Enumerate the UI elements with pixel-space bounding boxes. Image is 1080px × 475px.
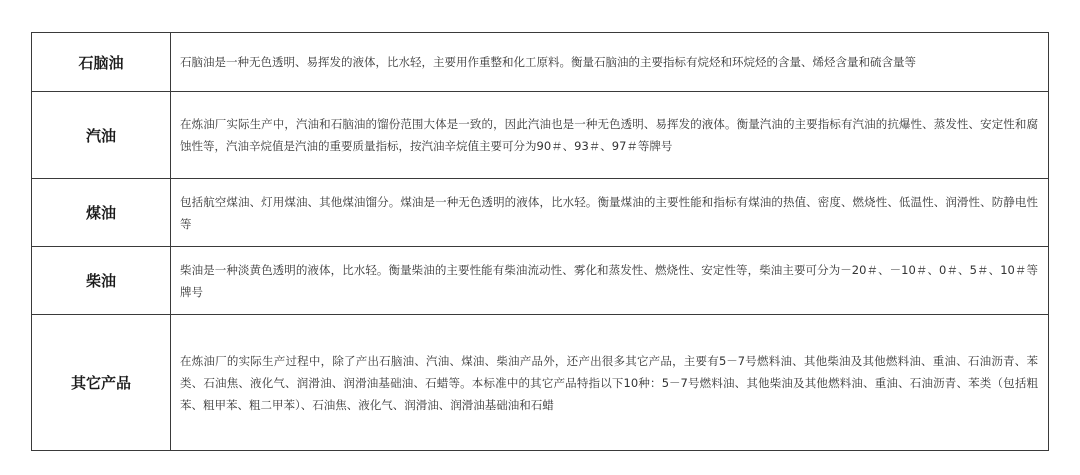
product-name: 其它产品	[32, 315, 171, 451]
table-row-other-products	[32, 315, 1049, 451]
table-row-diesel	[32, 247, 1049, 315]
product-name: 煤油	[32, 179, 171, 247]
product-name: 柴油	[32, 247, 171, 315]
product-name: 汽油	[32, 92, 171, 179]
table-row-kerosene	[32, 179, 1049, 247]
product-description: 包括航空煤油、灯用煤油、其他煤油馏分。煤油是一种无色透明的液体，比水轻。衡量煤油的主要性能和指标有煤油的热值、密度、燃烧性、低温性、润滑性、防静电性等	[171, 179, 1049, 247]
product-description: 在炼油厂实际生产中，汽油和石脑油的馏份范围大体是一致的，因此汽油也是一种无色透明、易挥发的液体。衡量汽油的主要指标有汽油的抗爆性、蒸发性、安定性和腐蚀性等，汽油辛烷值是汽油的重要质量指标，按汽油辛烷值主要可分为90＃、93＃、97＃等牌号	[171, 92, 1049, 179]
product-description: 在炼油厂的实际生产过程中，除了产出石脑油、汽油、煤油、柴油产品外，还产出很多其它产品，主要有5－7号燃料油、其他柴油及其他燃料油、重油、石油沥青、苯类、石油焦、液化气、润滑油、润滑油基础油、石蜡等。本标准中的其它产品特指以下10种：5－7号燃料油、其他柴油及其他燃料油、重油、石油沥青、苯类（包括粗苯、粗甲苯、粗二甲苯）、石油焦、液化气、润滑油、润滑油基础油和石蜡	[171, 315, 1049, 451]
table-row-naphtha	[32, 33, 1049, 92]
product-description: 柴油是一种淡黄色透明的液体，比水轻。衡量柴油的主要性能有柴油流动性、雾化和蒸发性、燃烧性、安定性等，柴油主要可分为－20＃、－10＃、0＃、5＃、10＃等牌号	[171, 247, 1049, 315]
product-description: 石脑油是一种无色透明、易挥发的液体，比水轻，主要用作重整和化工原料。衡量石脑油的主要指标有烷烃和环烷烃的含量、烯烃含量和硫含量等	[171, 33, 1049, 92]
product-name: 石脑油	[32, 33, 171, 92]
table-row-gasoline	[32, 92, 1049, 179]
oil-products-table	[31, 32, 1049, 451]
